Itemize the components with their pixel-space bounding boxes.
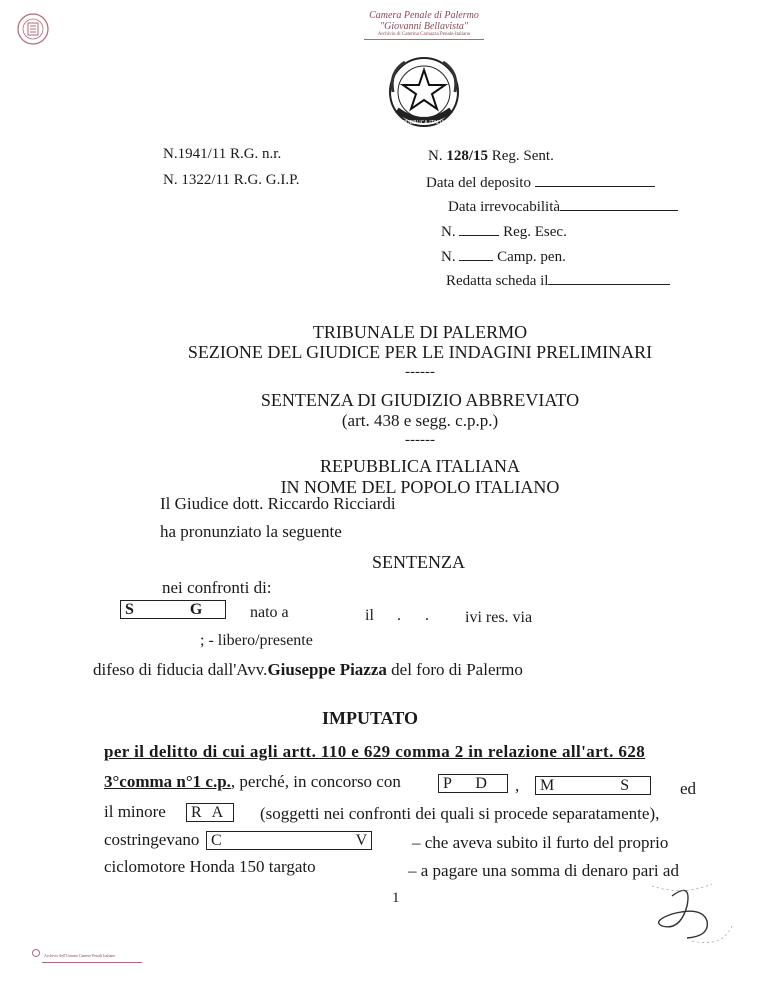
reg-sent-number: 128/15 — [446, 148, 489, 164]
reg-sent-prefix: N. — [428, 148, 447, 164]
chamber-header — [324, 10, 524, 40]
deposito-label: Data del deposito — [426, 175, 531, 191]
chamber-rule — [364, 39, 484, 40]
scheda-label: Redatta scheda il — [446, 273, 549, 289]
footer-rule — [42, 962, 142, 963]
camp-pen-n: N. — [441, 249, 456, 265]
defendant-name-box — [120, 600, 226, 619]
co-defendant-m-inner — [535, 776, 651, 795]
minor-r-inner — [186, 803, 234, 822]
chamber-stamp-logo — [14, 12, 52, 51]
judge-line: Il Giudice dott. Riccardo Ricciardi — [160, 494, 396, 513]
defendant-dots: . . — [397, 607, 439, 624]
ref-reg-sent — [428, 148, 554, 165]
defense-lawyer: Giuseppe Piazza — [267, 660, 387, 679]
italian-republic-emblem — [383, 52, 465, 141]
ref-deposito — [426, 174, 655, 192]
defendant-ivi: ivi res. via — [465, 609, 533, 626]
reg-esec-label: Reg. Esec. — [503, 224, 567, 240]
court-dashes-2: ------ — [405, 432, 435, 448]
irrevocabilita-label: Data irrevocabilità — [448, 199, 561, 215]
charge-line-4a: costringevano — [104, 830, 200, 849]
sentenza-title: SENTENZA DI GIUDIZIO ABBREVIATO — [260, 390, 580, 410]
footer-logo-icon — [32, 949, 40, 957]
co-defendant-m-initial-2: S — [620, 777, 630, 794]
confronti-line: nei confronti di: — [162, 578, 272, 597]
defendant-status: ; - libero/presente — [200, 632, 313, 649]
court-name: TRIBUNALE DI PALERMO — [312, 322, 528, 342]
deposito-blank — [535, 174, 655, 187]
pronounced-line: ha pronunziato la seguente — [160, 522, 342, 541]
in-nome-heading: IN NOME DEL POPOLO ITALIANO — [280, 477, 560, 497]
ref-rg-nr: N.1941/11 R.G. n.r. — [163, 146, 282, 162]
charge-article: 3°comma n°1 c.p. — [104, 772, 231, 791]
republic-heading: REPUBBLICA ITALIANA — [319, 456, 521, 476]
defendant-initial-2: G — [189, 601, 203, 618]
victim-c-box — [206, 831, 372, 850]
charge-line-3b: (soggetti nei confronti dei quali si procede separatamente), — [260, 804, 660, 823]
charge-comma: , — [515, 776, 520, 795]
charge-line-2 — [104, 772, 401, 792]
defendant-initials-box — [120, 600, 226, 619]
camp-pen-label: Camp. pen. — [497, 249, 566, 265]
chamber-line3: Archivio di Caterina Carnazza Penale-Italiano — [377, 32, 471, 37]
co-defendant-p-box — [438, 774, 508, 793]
imputato-heading: IMPUTATO — [322, 708, 419, 728]
irrevocabilita-blank — [560, 198, 678, 211]
charge-line-5b: – a pagare una somma di denaro pari ad — [408, 861, 679, 880]
page-number: 1 — [392, 890, 400, 906]
sentenza-heading: SENTENZA — [372, 552, 465, 572]
defense-prefix: difeso di fiducia dall'Avv. — [93, 660, 268, 679]
defendant-nato: nato a — [250, 604, 289, 621]
ref-scheda — [446, 272, 670, 290]
sentenza-ref: (art. 438 e segg. c.p.p.) — [341, 411, 499, 430]
chamber-line1: Camera Penale di Palermo — [369, 10, 479, 21]
victim-c-inner — [206, 831, 372, 850]
co-defendant-m-box — [535, 776, 651, 795]
minor-initial-2: A — [211, 804, 224, 821]
minor-r-box — [186, 803, 234, 822]
ref-rg-gip: N. 1322/11 R.G. G.I.P. — [163, 172, 300, 188]
defendant-il: il — [365, 607, 374, 624]
court-section: SEZIONE DEL GIUDICE PER LE INDAGINI PRELIMINARI — [187, 342, 653, 362]
footer-text: Archivio dell'Unione Camere Penali Italiane — [44, 953, 116, 958]
victim-initial-2: V — [355, 832, 368, 849]
chamber-line2: "Giovanni Bellavista" — [379, 21, 469, 32]
charge-line-5a: ciclomotore Honda 150 targato — [104, 857, 316, 876]
charge-line-1: per il delitto di cui agli artt. 110 e 629 comma 2 in relazione all'art. 628 — [104, 742, 646, 761]
victim-initial-1: C — [211, 832, 222, 849]
reg-esec-blank — [459, 223, 499, 236]
ref-camp-pen — [441, 248, 566, 266]
reg-esec-n: N. — [441, 224, 456, 240]
footer-mark — [32, 944, 142, 963]
charge-line-2-text: , perché, in concorso con — [230, 772, 401, 791]
scheda-blank — [548, 272, 670, 285]
defendant-initial-1: S — [125, 601, 134, 618]
co-defendant-m-initial-1: M — [540, 777, 555, 794]
minor-initial-1: R — [191, 804, 202, 821]
co-defendant-p-inner — [438, 774, 508, 793]
charge-line-3a: il minore — [104, 802, 166, 821]
signature — [632, 876, 742, 961]
court-dashes-1: ------ — [405, 364, 435, 380]
reg-sent-suffix: Reg. Sent. — [488, 148, 554, 164]
charge-ed: ed — [680, 779, 697, 798]
charge-line-4b: – che aveva subito il furto del proprio — [412, 833, 669, 852]
ref-reg-esec — [441, 223, 567, 241]
defense-line — [93, 660, 523, 680]
defense-suffix: del foro di Palermo — [386, 660, 523, 679]
emblem-banner-text: REPUBBLICA ITALIANA — [396, 120, 452, 126]
camp-pen-blank — [459, 248, 493, 261]
co-defendant-p-initial-1: P — [443, 775, 452, 792]
ref-irrevocabilita — [448, 198, 678, 216]
co-defendant-p-initial-2: D — [475, 775, 487, 792]
